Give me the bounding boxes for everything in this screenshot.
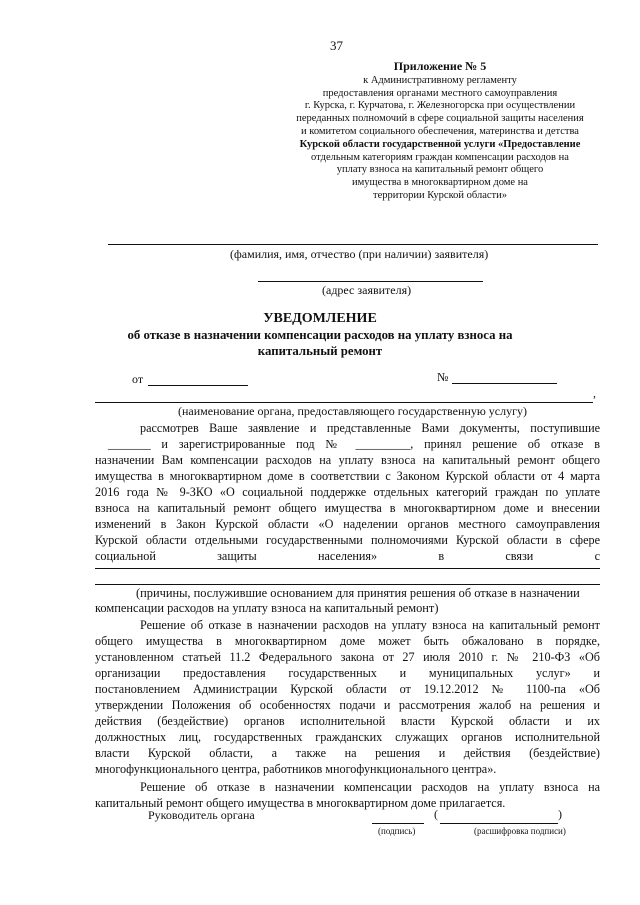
reasons-caption-2: компенсации расходов на уплату взноса на капитальный ремонт) <box>95 601 439 615</box>
date-line <box>148 385 248 386</box>
appendix-header <box>270 60 610 203</box>
signature-line <box>372 823 424 824</box>
number-label: № <box>437 370 449 384</box>
notice-subtitle-2: капитальный ремонт <box>257 344 383 358</box>
text-line: Решение об отказе в назначении расходов на уплату взноса на капитальный ремонт <box>140 618 600 632</box>
text-line: капитальный ремонт общего имущества в многоквартирном доме прилагается. <box>95 796 506 810</box>
notice-subtitle-1: об отказе в назначении компенсации расходов на уплату взноса на <box>127 328 513 342</box>
text-line: изменений в Закон Курской области «О наделении органов местного самоуправления <box>95 517 600 531</box>
reasons-line-2 <box>95 584 600 585</box>
applicant-name-caption: (фамилия, имя, отчество (при наличии) заявителя) <box>230 247 489 261</box>
decoding-caption: (расшифровка подписи) <box>474 826 566 836</box>
text-line: рассмотрев Ваше заявление и представленные Вами документы, поступившие <box>140 421 600 435</box>
appendix-line: территории Курской области» <box>373 189 507 201</box>
appendix-line: Курской области государственной услуги «Предоставление <box>299 138 581 150</box>
page-number: 37 <box>330 38 343 53</box>
text-line: социальной защиты населения» в связи с <box>95 549 600 563</box>
appendix-line: переданных полномочий в сфере социальной защиты населения <box>296 113 584 125</box>
appendix-line: отдельным категориям граждан компенсации расходов на <box>311 151 569 163</box>
text-line: утверждении Положения об особенностях подачи и рассмотрения жалоб на решения и <box>95 698 600 712</box>
appendix-title: Приложение № 5 <box>393 59 487 73</box>
text-line: _______ и зарегистрированные под № _________, принял решение об отказе в <box>108 437 600 451</box>
applicant-address-caption: (адрес заявителя) <box>322 283 412 297</box>
text-line: взноса на капитальный ремонт общего имущества в многоквартирном доме и внесении <box>95 501 600 515</box>
appendix-line: к Административному регламенту <box>363 74 517 86</box>
from-label: от <box>132 372 144 386</box>
text-line: организации предоставления государственных и муниципальных услуг» и <box>95 666 600 680</box>
close-paren: ) <box>558 807 562 821</box>
text-line: имущества в многоквартирном доме в соответствии с Законом Курской области от 4 марта <box>95 469 600 483</box>
text-line: 2016 года № 9-ЗКО «О социальной поддержке отдельных категорий граждан по уплате <box>95 485 600 499</box>
applicant-name-line <box>108 244 598 245</box>
text-line: власти Курской области, а также на решения и действия (бездействие) <box>95 746 600 760</box>
text-line: установленном статьей 11.2 Федерального закона от 27 июля 2010 г. № 210-ФЗ «Об <box>95 650 600 664</box>
text-line: должностных лиц, государственных гражданских служащих органов исполнительной <box>95 730 600 744</box>
text-line: действия (бездействие) органов исполнительной власти Курской области и их <box>95 714 600 728</box>
appendix-line: и комитетом социального обеспечения, материнства и детства <box>301 125 579 137</box>
open-paren: ( <box>434 807 438 821</box>
appendix-line: г. Курска, г. Курчатова, г. Железногорска при осуществлении <box>304 100 576 112</box>
text-line: многофункционального центра, работников многофункционального центра». <box>95 762 497 776</box>
reasons-caption-1: (причины, послужившие основанием для принятия решения об отказе в назначении <box>136 586 580 600</box>
head-label: Руководитель органа <box>148 808 255 822</box>
text-line: Курской области отдельными государственными полномочиями Курской области в сфере <box>95 533 600 547</box>
organ-caption: (наименование органа, предоставляющего государственную услугу) <box>178 404 528 418</box>
reasons-line-1 <box>95 568 600 569</box>
notice-title: УВЕДОМЛЕНИЕ <box>263 311 377 326</box>
text-line: Решение об отказе в назначении компенсации расходов на уплату взноса на <box>140 780 600 794</box>
text-line: постановлением Администрации Курской области от 19.12.2012 № 1100-па «Об <box>95 682 600 696</box>
appendix-line: предоставления органами местного самоуправления <box>322 87 558 99</box>
applicant-address-line <box>258 281 483 282</box>
appendix-line: имущества в многоквартирном доме на <box>352 177 528 189</box>
decoding-line <box>440 823 558 824</box>
signature-caption: (подпись) <box>378 826 416 836</box>
organ-line <box>95 402 593 403</box>
appendix-line: уплату взноса на капитальный ремонт общего <box>336 164 544 176</box>
number-line <box>452 383 557 384</box>
text-line: назначении Вам компенсации расходов на уплату взноса на капитальный ремонт общего <box>95 453 600 467</box>
organ-line-comma: , <box>593 386 596 400</box>
text-line: общего имущества в многоквартирном доме может быть обжаловано в порядке, <box>95 634 600 648</box>
